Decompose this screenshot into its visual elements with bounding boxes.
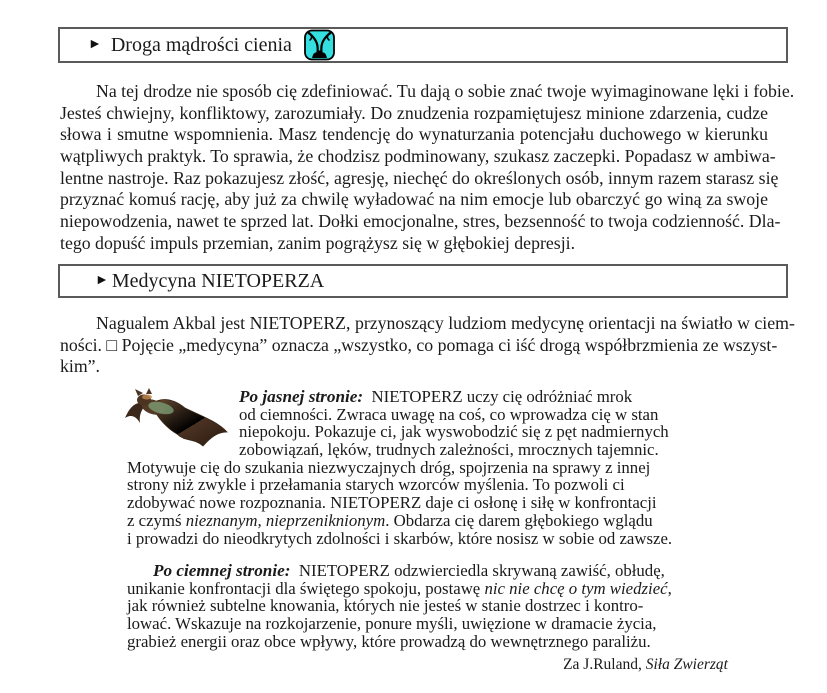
section-title: Medycyna NIETOPERZA [111,269,325,292]
emphasized-text: nieznanym, nieprzeniknionym [185,510,386,530]
text-segment: , [667,578,672,598]
paragraph-nagual-akbal [60,313,795,378]
paragraph-shadow-wisdom [60,81,795,255]
section-title: Droga mądrości cienia [110,33,292,56]
bright-side-section [127,388,728,547]
source-attribution [127,656,732,674]
flying-bat-photo [123,388,229,458]
dark-side-section [127,562,728,650]
bat-head-highlight [142,395,152,400]
text-line: Motywuje cię do szukania niezwyczajnych dróg, spojrzenia na sprawy z innej [127,457,651,477]
attribution-work-title: Siła Zwierząt [645,656,728,673]
text-line: niepokoju. Pokazuje ci, jak wyswobodzić się z pęt nadmiernych [239,422,669,442]
section-header-shadow-wisdom-path [58,27,788,63]
text-line: zdobywać nowe rozpoznania. NIETOPERZ daje ci osłonę i siłę w konfrontacji [127,493,657,513]
text-segment: z czymś [127,510,186,530]
dark-side-label: Po ciemnej stronie: [153,561,291,580]
text-line: Jesteś chwiejny, konfliktowy, zarozumiały. Do znudzenia rozpamiętujesz minione zdarzenia, cudze [60,102,768,123]
text-line: przyznać komuś rację, aby już za chwilę wyładować na nim emocje lub obarczyć go winą za swoje [60,189,768,210]
text-segment: NIETOPERZ uczy cię odróżniać mrok [363,387,633,406]
text-line: od ciemności. Zwraca uwagę na coś, co wprowadza cię w stan [239,404,659,424]
text-line [127,580,728,598]
text-line: Nagualem Akbal jest NIETOPERZ, przynoszący ludziom medycynę orientacji na światło w ciem- [96,313,795,333]
text-line: zobowiązań, lęków, trudnych zależności, mrocznych tajemnic. [239,440,659,460]
text-line: słowa i smutne wspomnienia. Masz tendencję do wynaturzania potencjału duchowego w kierunku [60,124,768,145]
text-line: tego dopuść impuls przemian, zanim pogrążysz się w głębokiej depresji. [60,232,576,253]
text-line: Na tej drodze nie sposób cię zdefiniować. Tu dają o sobie znać twoje wyimaginowane lęki i fobie. [96,81,795,101]
text-segment: . Obdarza cię darem głębokiego wglądu [385,510,653,530]
mayan-akbal-glyph-icon [304,29,335,61]
text-line: grabież energii oraz obce wpływy, które prowadzą do wewnętrznego paraliżu. [127,631,651,651]
bullet-triangle-icon: ► [95,273,109,288]
text-line: lentne nastroje. Raz pokazujesz złość, agresję, niechęć do określonych osób, innym razem starasz się [60,167,779,188]
text-line: jak również subtelne knowania, których nie jesteś w stanie dostrzec i kontro- [127,596,644,616]
text-segment: unikanie konfrontacji dla świętego spokoju, postawę [127,578,485,598]
text-line: kim”. [60,356,100,377]
section-header-bat-medicine [58,264,788,298]
text-line: wątpliwych praktyk. To sprawia, że chodzisz podminowany, szukasz zaczepki. Popadasz w ambiwa- [60,146,776,167]
text-line: i prowadzi do nieodkrytych zdolności i skarbów, które nosisz w sobie od zawsze. [127,528,673,548]
bat-ear [146,388,152,394]
text-line [127,512,728,530]
text-line: lować. Wskazuje na rozkojarzenie, ponure myśli, uwięzione w dramacie życia, [127,614,657,634]
emphasized-text: nic nie chcę o tym wiedzieć [484,578,668,598]
bright-side-label: Po jasnej stronie: [239,387,364,406]
text-line: strony niż zwykle i przełamania starych wzorców myślenia. To pozwoli ci [127,475,625,495]
text-line: niepowodzenia, nawet te sprzed lat. Dołki emocjonalne, stres, bezsenność to twoja codzienność. Dla- [60,211,781,232]
attribution-author: Za J.Ruland, [563,656,646,673]
text-line: ności. □ Pojęcie „medycyna” oznacza „wszystko, co pomaga ci iść drogą współbrzmienia ze wszyst- [60,334,778,355]
bullet-triangle-icon: ► [88,37,102,52]
text-segment: NIETOPERZ odzwierciedla skrywaną zawiść, obłudę, [290,561,665,580]
text-line [127,562,728,580]
